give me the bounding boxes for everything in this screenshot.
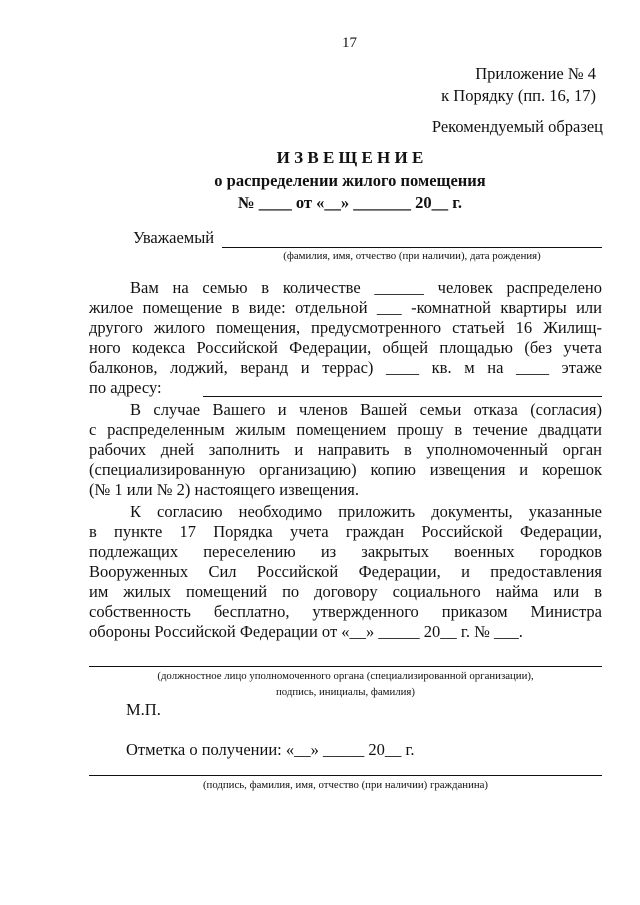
citizen-caption: (подпись, фамилия, имя, отчество (при наличии) гражданина) — [202, 779, 489, 791]
appendix-label: Приложение № 4 — [475, 64, 596, 83]
document-subtitle: о распределении жилого помещения — [214, 171, 486, 190]
paragraph-3-line-5: им жилых помещений по договору социального найма или в — [89, 582, 602, 601]
receipt-label: Отметка о получении: «__» _____ 20__ г. — [126, 740, 415, 759]
official-caption-line-1: (должностное лицо уполномоченного органа (специализированной организации), — [157, 670, 534, 682]
official-signature-line — [89, 666, 602, 667]
paragraph-1-line-2: жилое помещение в виде: отдельной ___ -комнатной квартиры или — [89, 298, 602, 317]
paragraph-1-line-4: ного кодекса Российской Федерации, общей площадью (без учета — [89, 338, 602, 357]
order-reference: к Порядку (пп. 16, 17) — [441, 86, 596, 105]
address-line — [203, 396, 602, 397]
paragraph-1-line-5: балконов, лоджий, веранд и террас) ____ кв. м на ____ этаже — [89, 358, 602, 377]
paragraph-2-line-1: В случае Вашего и членов Вашей семьи отказа (согласия) — [130, 400, 602, 419]
address-label: по адресу: — [89, 378, 162, 397]
paragraph-3-last-line: обороны Российской Федерации от «__» _____ 20__ г. № ___. — [89, 622, 523, 641]
paragraph-1-line-1: Вам на семью в количестве ______ человек распределено — [130, 278, 602, 297]
seal-label: М.П. — [126, 700, 161, 719]
salutation-label: Уважаемый — [133, 228, 215, 247]
paragraph-3-line-3: подлежащих переселению из закрытых военных городков — [89, 542, 602, 561]
paragraph-2-line-4: (специализированную организацию) копию извещения и корешок — [89, 460, 602, 479]
citizen-signature-line — [89, 775, 602, 776]
document-number-line: № ____ от «__» _______ 20__ г. — [238, 193, 462, 212]
official-caption-line-2: подпись, инициалы, фамилия) — [276, 686, 415, 698]
paragraph-3-line-2: в пункте 17 Порядка учета граждан Российской Федерации, — [89, 522, 602, 541]
paragraph-1-line-3: другого жилого помещения, предусмотренного статьей 16 Жилищ- — [89, 318, 602, 337]
paragraph-3-line-6: собственность бесплатно, утвержденного приказом Министра — [89, 602, 602, 621]
paragraph-2-line-2: с распределенным жилым помещением прошу в течение двадцати — [89, 420, 602, 439]
recipient-caption: (фамилия, имя, отчество (при наличии), дата рождения) — [283, 250, 541, 262]
paragraph-3-line-4: Вооруженных Сил Российской Федерации, и предоставления — [89, 562, 602, 581]
document-title: И З В Е Щ Е Н И Е — [276, 148, 424, 167]
sample-label: Рекомендуемый образец — [431, 117, 603, 136]
recipient-name-line — [222, 247, 602, 248]
page-number: 17 — [342, 35, 357, 51]
paragraph-2-line-3: рабочих дней заполнить и направить в уполномоченный орган — [89, 440, 602, 459]
paragraph-3-line-1: К согласию необходимо приложить документы, указанные — [130, 502, 602, 521]
paragraph-2-last-line: (№ 1 или № 2) настоящего извещения. — [89, 480, 360, 499]
